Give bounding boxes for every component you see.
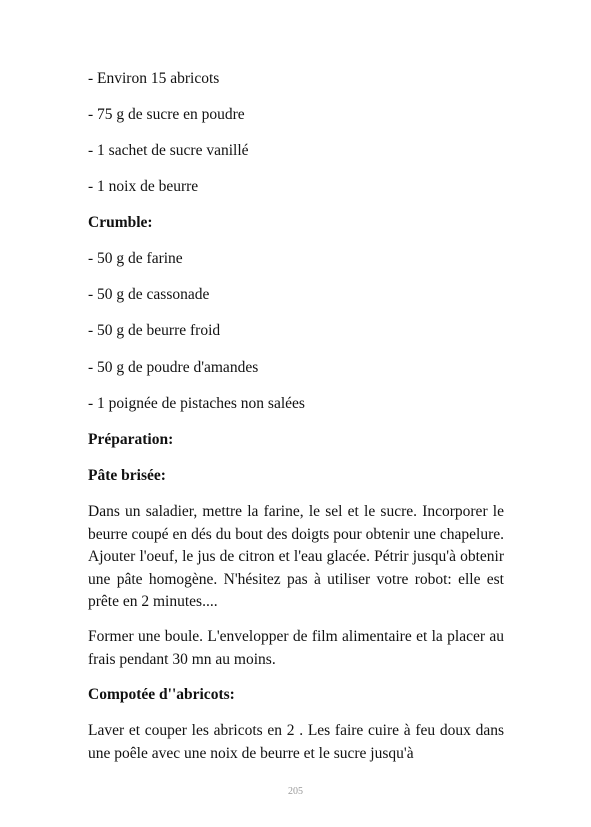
ingredient-line: - Environ 15 abricots — [88, 70, 220, 87]
crumble-ingredient-line: - 50 g de cassonade — [88, 286, 210, 303]
compotee-heading: Compotée d''abricots: — [88, 686, 235, 703]
page-number: 205 — [288, 786, 303, 797]
ingredient-line: - 75 g de sucre en poudre — [88, 106, 245, 123]
ingredient-line: - 1 sachet de sucre vanillé — [88, 142, 249, 159]
preparation-heading: Préparation: — [88, 431, 174, 448]
ingredient-line: - 1 noix de beurre — [88, 178, 199, 195]
crumble-ingredient-line: - 50 g de poudre d'amandes — [88, 359, 259, 376]
compotee-paragraph: Laver et couper les abricots en 2 . Les faire cuire à feu doux dans une poêle avec une noix de beurre et le sucre jusqu'à — [88, 722, 504, 762]
pate-brisee-paragraph: Dans un saladier, mettre la farine, le sel et le sucre. Incorporer le beurre coupé en dés du bout des doigts pour obtenir une chapelure. Ajouter l'oeuf, le jus de citron et l'eau glacée. Pétrir jusqu'à obtenir une pâte homogène. N'hésitez pas à utiliser votre robot: elle est prête en 2 minutes.... — [88, 503, 504, 611]
crumble-ingredient-line: - 1 poignée de pistaches non salées — [88, 395, 305, 412]
pate-brisee-heading: Pâte brisée: — [88, 467, 166, 484]
crumble-ingredient-line: - 50 g de farine — [88, 250, 183, 267]
crumble-heading: Crumble: — [88, 214, 153, 231]
crumble-ingredient-line: - 50 g de beurre froid — [88, 322, 221, 339]
pate-brisee-paragraph-2: Former une boule. L'envelopper de film alimentaire et la placer au frais pendant 30 mn au moins. — [88, 628, 504, 668]
